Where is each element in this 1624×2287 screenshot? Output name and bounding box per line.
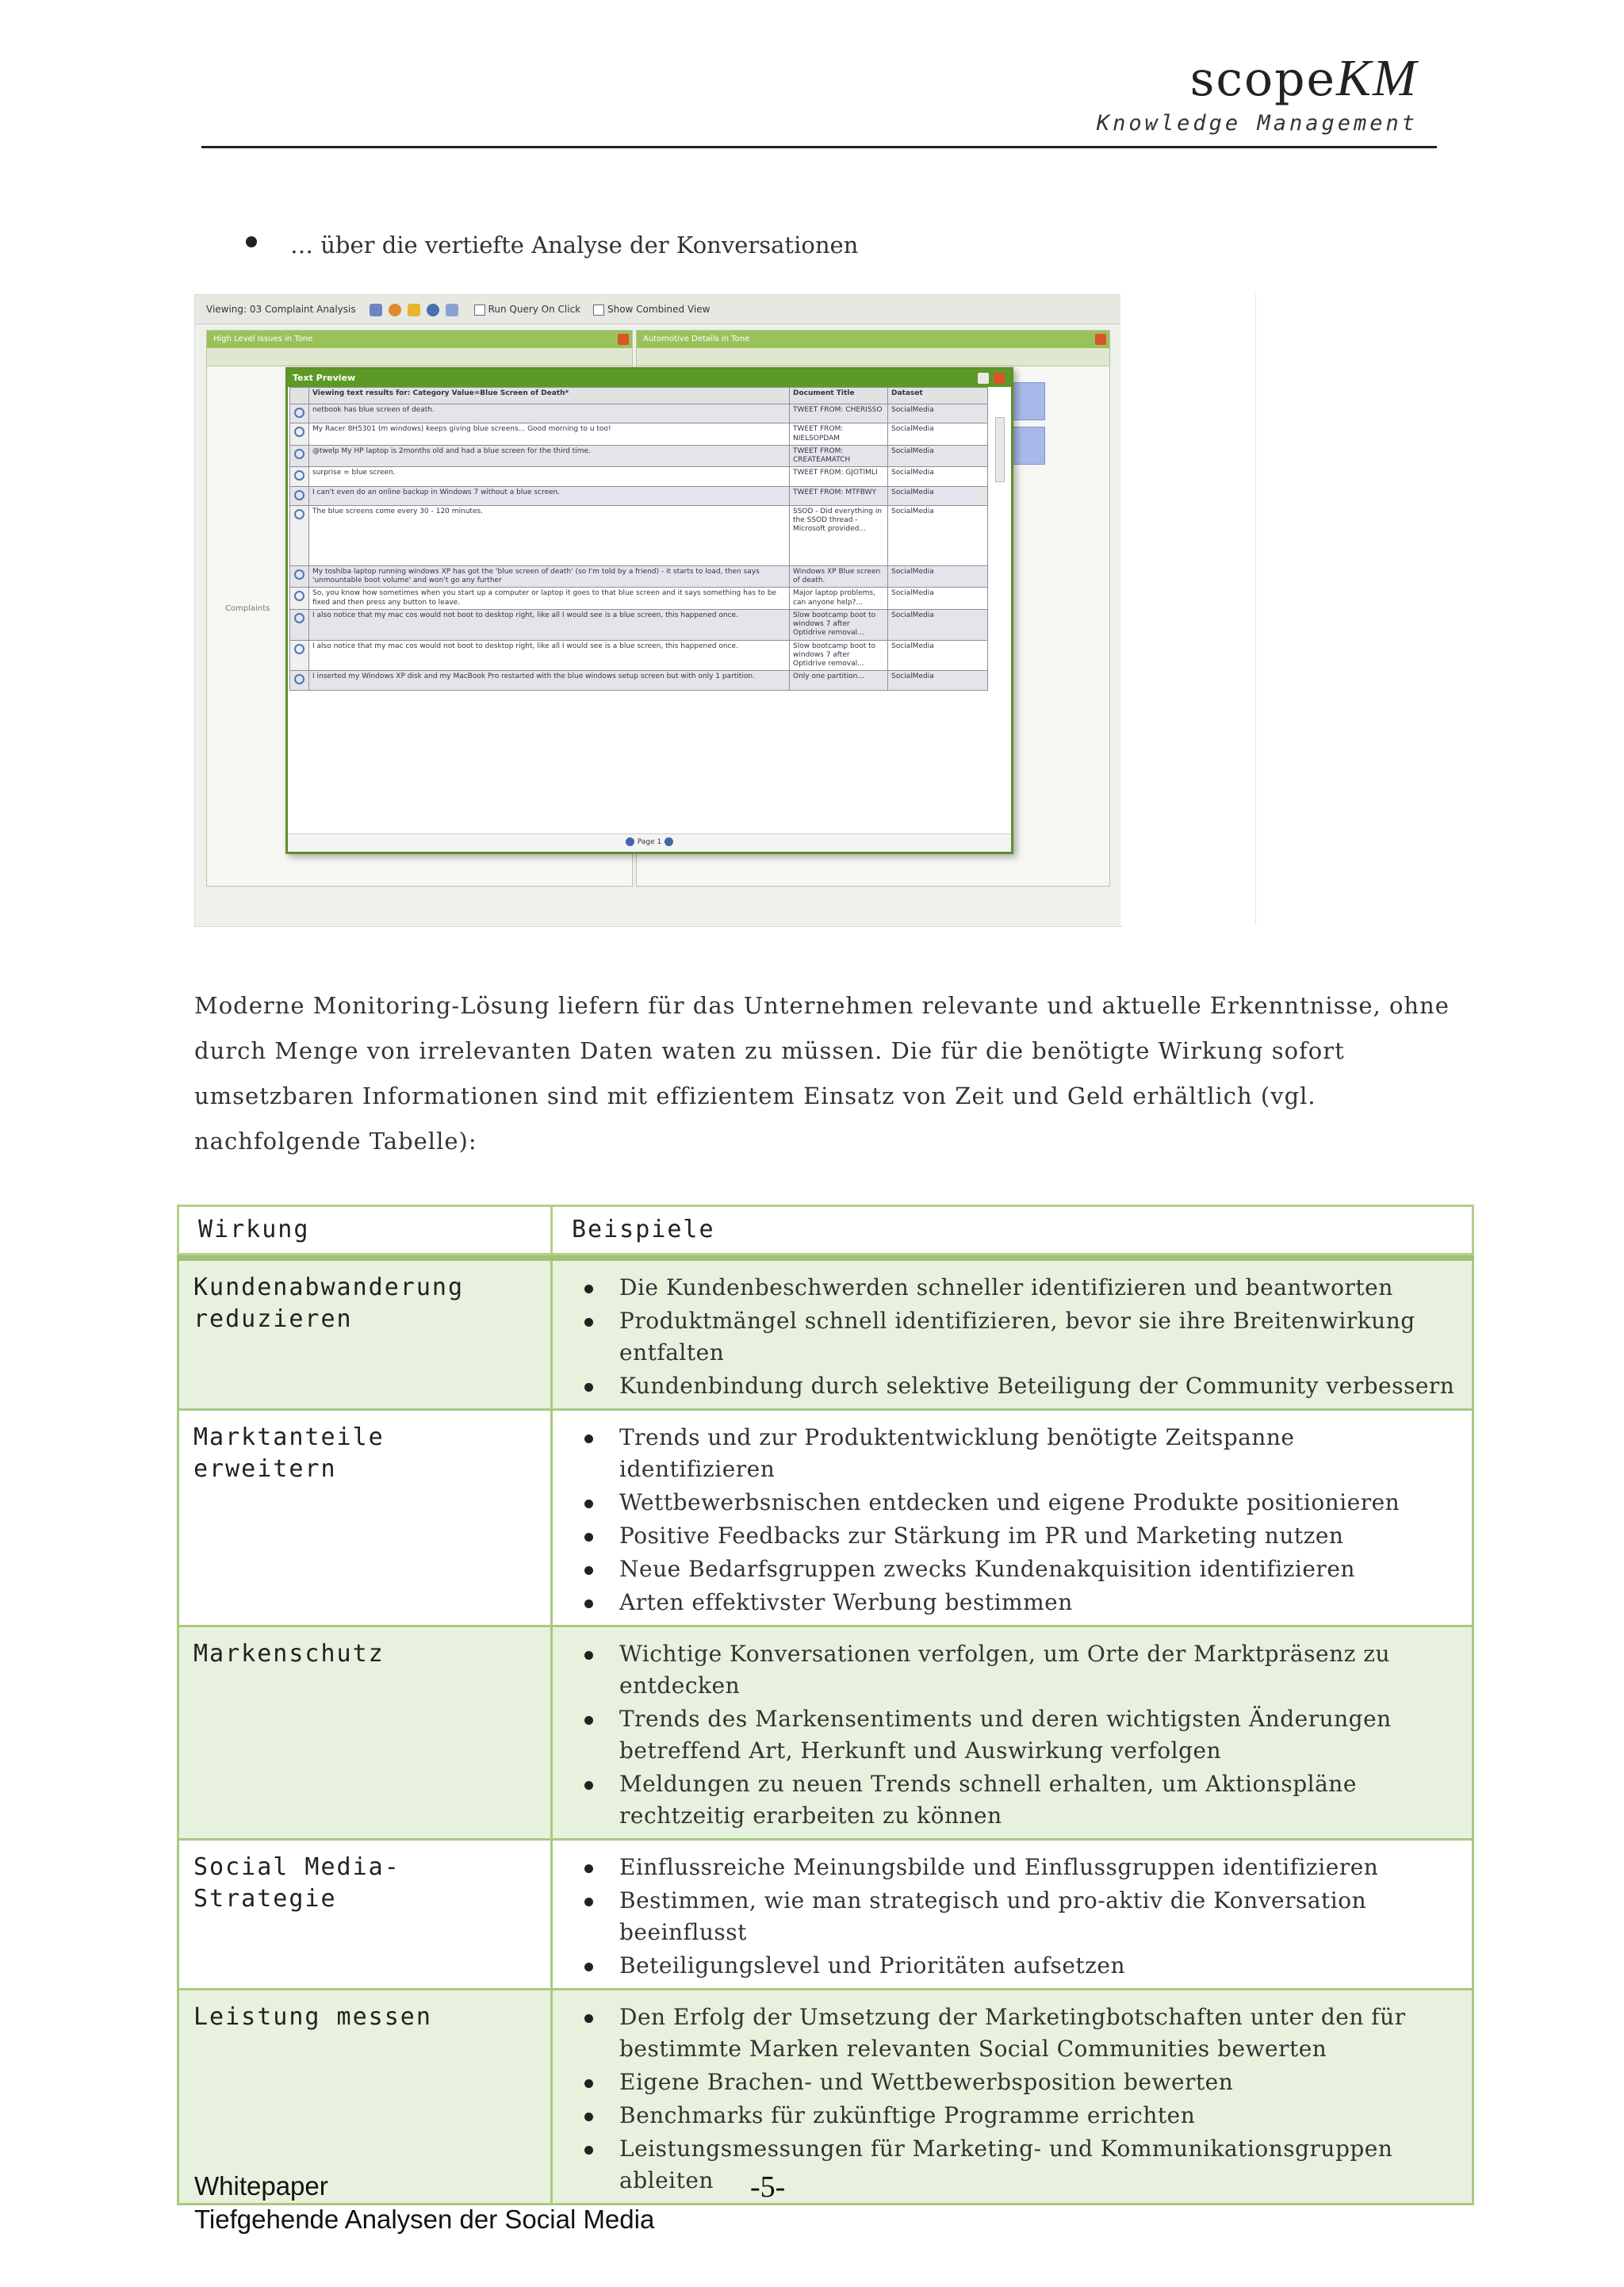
export-icon[interactable] — [408, 304, 420, 316]
row-title: SSOD - Did everything in the SSOD thread - Microsoft provided... — [790, 505, 888, 565]
row-dataset: SocialMedia — [888, 486, 988, 505]
header-divider — [201, 146, 1437, 148]
table-row — [178, 1840, 1473, 1990]
row-text: netbook has blue screen of death. — [309, 404, 790, 423]
effects-table — [177, 1205, 1474, 2205]
brand-name: scopeKM — [1189, 49, 1418, 107]
grid-icon[interactable] — [370, 304, 382, 316]
toolbar-viewing-label: Viewing: 03 Complaint Analysis — [206, 304, 356, 315]
show-combined-label: Show Combined View — [607, 304, 710, 315]
run-query-checkbox[interactable] — [474, 305, 485, 316]
side-axis-label: Complaints — [225, 604, 270, 613]
row-dataset: SocialMedia — [888, 404, 988, 423]
effect-label: Leistung messen — [193, 2003, 432, 2031]
row-dataset: SocialMedia — [888, 640, 988, 671]
effect-label: Social Media- Strategie — [193, 1853, 400, 1913]
page-number: -5- — [750, 2170, 786, 2204]
row-text: My toshiba laptop running windows XP has got the 'blue screen of death' (so I'm told by a friend) - it starts to load, then says 'unmountable boot volume' and won't go any further — [309, 565, 790, 588]
pager-label: Page 1 — [637, 838, 662, 846]
list-item: Einflussreiche Meinungsbilde und Einflussgruppen identifizieren — [567, 1852, 1457, 1883]
table-row — [178, 1410, 1473, 1626]
list-item: Beteiligungslevel und Prioritäten aufsetzen — [567, 1950, 1457, 1982]
text-results-table — [289, 387, 988, 691]
left-pane-toolbar — [207, 348, 632, 366]
row-dataset: SocialMedia — [888, 423, 988, 446]
row-dataset: SocialMedia — [888, 467, 988, 486]
row-text: My Racer 8H5301 (m windows) keeps giving blue screens... Good morning to u too! — [309, 423, 790, 446]
row-text: So, you know how sometimes when you start up a computer or laptop it goes to that blue screen and it says something has to be fixed and then press any button to leave. — [309, 588, 790, 610]
column-header[interactable]: Dataset — [888, 388, 988, 404]
list-item: Wichtige Konversationen verfolgen, um Orte der Marktpräsenz zu entdecken — [567, 1638, 1457, 1702]
refresh-icon[interactable] — [389, 304, 401, 316]
list-item: Trends und zur Produktentwicklung benötigte Zeitspanne identifizieren — [567, 1422, 1457, 1485]
table-row — [178, 1626, 1473, 1840]
table-row[interactable] — [290, 640, 988, 671]
magnifier-icon[interactable] — [294, 613, 304, 623]
row-dataset: SocialMedia — [888, 445, 988, 467]
text-preview-window[interactable] — [285, 367, 1013, 854]
header-separator — [178, 1255, 1473, 1260]
intro-bullet — [246, 232, 858, 259]
table-header-row — [178, 1206, 1473, 1255]
footer-line-2: Tiefgehende Analysen der Social Media — [194, 2205, 655, 2234]
row-title: Only one partition... — [790, 671, 888, 690]
list-item: Benchmarks für zukünftige Programme errichten — [567, 2100, 1457, 2132]
magnifier-icon[interactable] — [294, 408, 304, 418]
row-title: Windows XP Blue screen of death. — [790, 565, 888, 588]
row-dataset: SocialMedia — [888, 588, 988, 610]
table-row — [178, 1260, 1473, 1410]
table-header-row — [290, 388, 988, 404]
table-row[interactable] — [290, 588, 988, 610]
bullet-dot — [246, 236, 257, 247]
table-row[interactable] — [290, 486, 988, 505]
prev-page-icon[interactable] — [626, 837, 634, 846]
table-row[interactable] — [290, 467, 988, 486]
list-item: Eigene Brachen- und Wettbewerbsposition bewerten — [567, 2067, 1457, 2098]
row-text: I inserted my Windows XP disk and my MacBook Pro restarted with the blue windows setup screen but with only 1 partition. — [309, 671, 790, 690]
show-combined-checkbox[interactable] — [593, 305, 604, 316]
icon-column-header — [290, 388, 309, 404]
text-preview-titlebar[interactable] — [288, 370, 1011, 387]
pager — [288, 833, 1011, 850]
row-title: Slow bootcamp boot to windows 7 after Optidrive removal... — [790, 640, 888, 671]
row-text: I can't even do an online backup in Windows 7 without a blue screen. — [309, 486, 790, 505]
magnifier-icon[interactable] — [294, 449, 304, 459]
screenshot-toolbar — [195, 295, 1121, 324]
magnifier-icon[interactable] — [294, 490, 304, 500]
right-pane-title: Automotive Details in Tone — [643, 335, 750, 343]
footer — [194, 2170, 654, 2236]
left-pane-header — [207, 331, 632, 348]
list-item: Produktmängel schnell identifizieren, bevor sie ihre Breitenwirkung entfalten — [567, 1305, 1457, 1369]
row-title: TWEET FROM: NIELSOPDAM — [790, 423, 888, 446]
row-title: Major laptop problems, can anyone help?... — [790, 588, 888, 610]
effect-label: Kundenabwanderung reduzieren — [193, 1274, 465, 1333]
next-page-icon[interactable] — [665, 837, 673, 846]
table-row[interactable] — [290, 609, 988, 640]
vertical-scrollbar[interactable] — [995, 417, 1005, 482]
header-wirkung: Wirkung — [178, 1206, 552, 1255]
list-item: Leistungsmessungen für Marketing- und Kommunikationsgruppen ableiten — [567, 2133, 1457, 2197]
list-item: Neue Bedarfsgruppen zwecks Kundenakquisition identifizieren — [567, 1553, 1457, 1585]
magnifier-icon[interactable] — [294, 427, 304, 437]
close-icon[interactable] — [618, 334, 629, 345]
magnifier-icon[interactable] — [294, 591, 304, 601]
row-text: I also notice that my mac cos would not boot to desktop right, like all I would see is a blue screen, this happened once. — [309, 640, 790, 671]
table-row[interactable] — [290, 423, 988, 446]
list-item: Bestimmen, wie man strategisch und pro-aktiv die Konversation beeinflusst — [567, 1885, 1457, 1948]
table-row[interactable] — [290, 505, 988, 565]
close-icon[interactable] — [994, 373, 1005, 384]
examples-list — [567, 1638, 1457, 1832]
examples-list — [567, 1422, 1457, 1619]
row-dataset: SocialMedia — [888, 565, 988, 588]
right-pane-toolbar — [637, 348, 1109, 366]
analysis-screenshot — [194, 294, 1122, 927]
body-paragraph: Moderne Monitoring-Lösung liefern für das Unternehmen relevante und aktuelle Erkenntnisse, ohne durch Menge von irrelevanten Daten waten zu müssen. Die für die benötigte Wirkung sofort umsetzbaren Informationen sind mit effizientem Einsatz von Zeit und Geld erhältlich (vgl. nachfolgende Tabelle): — [194, 992, 1450, 1155]
column-header[interactable]: Document Title — [790, 388, 888, 404]
row-text: I also notice that my mac cos would not boot to desktop right, like all I would see is a blue screen, this happened once. — [309, 609, 790, 640]
effect-label: Marktanteile erweitern — [193, 1423, 385, 1483]
row-title: TWEET FROM: CHERISSO — [790, 404, 888, 423]
magnifier-icon[interactable] — [294, 644, 304, 654]
list-item: Die Kundenbeschwerden schneller identifizieren und beantworten — [567, 1272, 1457, 1304]
header-beispiele: Beispiele — [552, 1206, 1473, 1255]
row-title: TWEET FROM: CREATEAMATCH — [790, 445, 888, 467]
list-item: Positive Feedbacks zur Stärkung im PR und Marketing nutzen — [567, 1520, 1457, 1552]
row-title: Slow bootcamp boot to windows 7 after Optidrive removal... — [790, 609, 888, 640]
examples-list — [567, 2002, 1457, 2197]
right-pane-header — [637, 331, 1109, 348]
help-icon[interactable] — [427, 304, 439, 316]
magnifier-icon[interactable] — [294, 674, 304, 684]
magnifier-icon[interactable] — [294, 509, 304, 519]
intro-bullet-text: … über die vertiefte Analyse der Konversationen — [290, 232, 859, 259]
screenshot-margin — [1120, 294, 1256, 925]
list-item: Meldungen zu neuen Trends schnell erhalten, um Aktionspläne rechtzeitig erarbeiten zu können — [567, 1768, 1457, 1832]
examples-list — [567, 1852, 1457, 1982]
table-row[interactable] — [290, 445, 988, 467]
run-query-label: Run Query On Click — [488, 304, 581, 315]
table-row[interactable] — [290, 671, 988, 690]
left-pane-title: High Level Issues in Tone — [213, 335, 313, 343]
row-dataset: SocialMedia — [888, 671, 988, 690]
list-item: Trends des Markensentiments und deren wichtigsten Änderungen betreffend Art, Herkunft und Auswirkung verfolgen — [567, 1703, 1457, 1767]
row-title: TWEET FROM: MTFBWY — [790, 486, 888, 505]
list-item: Arten effektivster Werbung bestimmen — [567, 1587, 1457, 1619]
settings-icon[interactable] — [446, 304, 458, 316]
list-item: Wettbewerbsnischen entdecken und eigene Produkte positionieren — [567, 1487, 1457, 1519]
row-dataset: SocialMedia — [888, 505, 988, 565]
close-icon[interactable] — [1095, 334, 1106, 345]
row-dataset: SocialMedia — [888, 609, 988, 640]
table-row[interactable] — [290, 565, 988, 588]
magnifier-icon[interactable] — [294, 470, 304, 481]
column-header[interactable]: Viewing text results for: Category Value=Blue Screen of Death* — [309, 388, 790, 404]
list-item: Den Erfolg der Umsetzung der Marketingbotschaften unter den für bestimmte Marken relevanten Social Communities bewerten — [567, 2002, 1457, 2065]
row-text: surprise = blue screen. — [309, 467, 790, 486]
table-row[interactable] — [290, 404, 988, 423]
examples-list — [567, 1272, 1457, 1402]
brand-subtitle: Knowledge Management — [1096, 111, 1418, 136]
list-item: Kundenbindung durch selektive Beteiligung der Community verbessern — [567, 1370, 1457, 1402]
row-title: TWEET FROM: GJOTIMLI — [790, 467, 888, 486]
magnifier-icon[interactable] — [294, 569, 304, 580]
brand-logo — [1096, 49, 1418, 136]
text-preview-title: Text Preview — [293, 373, 356, 383]
row-text: @twelp My HP laptop is 2months old and had a blue screen for the third time. — [309, 445, 790, 467]
minimize-icon[interactable] — [978, 373, 989, 384]
effect-label: Markenschutz — [193, 1640, 385, 1668]
row-text: The blue screens come every 30 - 120 minutes. — [309, 505, 790, 565]
footer-line-1: Whitepaper — [194, 2171, 328, 2201]
